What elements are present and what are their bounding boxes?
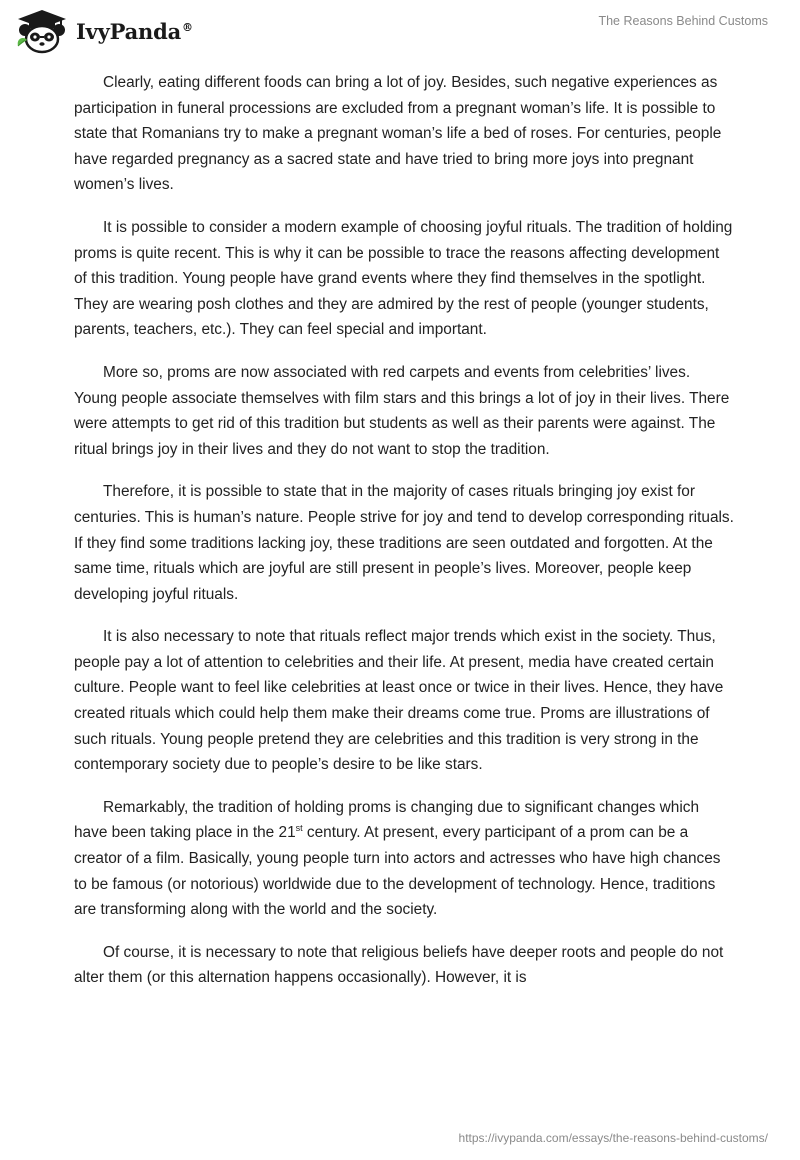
paragraph: It is possible to consider a modern example of choosing joyful rituals. The tradition of holding proms is quite recent. This is why it can be possible to trace the reasons affecting development of this tradition. Young people have grand events where they find themselves in the spotlight. They are wearing posh clothes and they are admired by the rest of people (younger students, parents, teachers, etc.). They can feel special and important. (74, 218, 733, 339)
site-logo[interactable] (14, 8, 193, 54)
page-header (0, 0, 800, 60)
logo-wordmark: IvyPanda® (76, 18, 193, 44)
paragraph (74, 795, 734, 923)
registered-mark: ® (182, 20, 193, 34)
paragraph-text: Remarkably, the tradition of holding proms is changing due to significant changes which have been taking place in the 21 (74, 798, 700, 842)
source-url[interactable]: https://ivypanda.com/essays/the-reasons-behind-customs/ (458, 1131, 768, 1145)
panda-logo-icon (14, 8, 70, 54)
paragraph: It is also necessary to note that rituals reflect major trends which exist in the society. Thus, people pay a lot of attention to celebrities and their life. At present, media have created certain culture. People want to feel like celebrities at least once or twice in their lives. Hence, they have created rituals which could help them make their dreams come true. Proms are illustrations of such rituals. Young people pretend they are celebrities and this tradition is very strong in the contemporary society due to people’s desire to be like stars. (74, 628, 724, 774)
paragraph-text: century. At present, every participant of a prom can be a creator of a film. Basically, young people turn into actors and actresses who have high chances to be famous (or notorious) worldwide due to the development of technology. Hence, traditions are transforming along with the world and the society. (74, 824, 721, 919)
essay-body (74, 70, 734, 1008)
paragraph: Clearly, eating different foods can bring a lot of joy. Besides, such negative experiences as participation in funeral processions are excluded from a pregnant woman’s life. It is possible to state that Romanians try to make a pregnant woman’s life a bed of roses. For centuries, people have regarded pregnancy as a sacred state and have tried to bring more joys into pregnant women’s lives. (74, 74, 722, 194)
paragraph: More so, proms are now associated with red carpets and events from celebrities’ lives. Young people associate themselves with film stars and this brings a lot of joy in their lives. There were attempts to get rid of this tradition but students as well as their parents were against. The ritual brings joy in their lives and they do not want to stop the tradition. (74, 363, 730, 458)
paragraph: Therefore, it is possible to state that in the majority of cases rituals bringing joy exist for centuries. This is human’s nature. People strive for joy and tend to develop corresponding rituals. If they find some traditions lacking joy, these traditions are seen outdated and forgotten. At the same time, rituals which are joyful are still present in people’s lives. Moreover, people keep developing joyful rituals. (74, 483, 734, 603)
ordinal-suffix: st (295, 823, 303, 834)
document-title: The Reasons Behind Customs (598, 14, 768, 28)
paragraph: Of course, it is necessary to note that religious beliefs have deeper roots and people do not alter them (or this alternation happens occasionally). However, it is (74, 943, 724, 987)
